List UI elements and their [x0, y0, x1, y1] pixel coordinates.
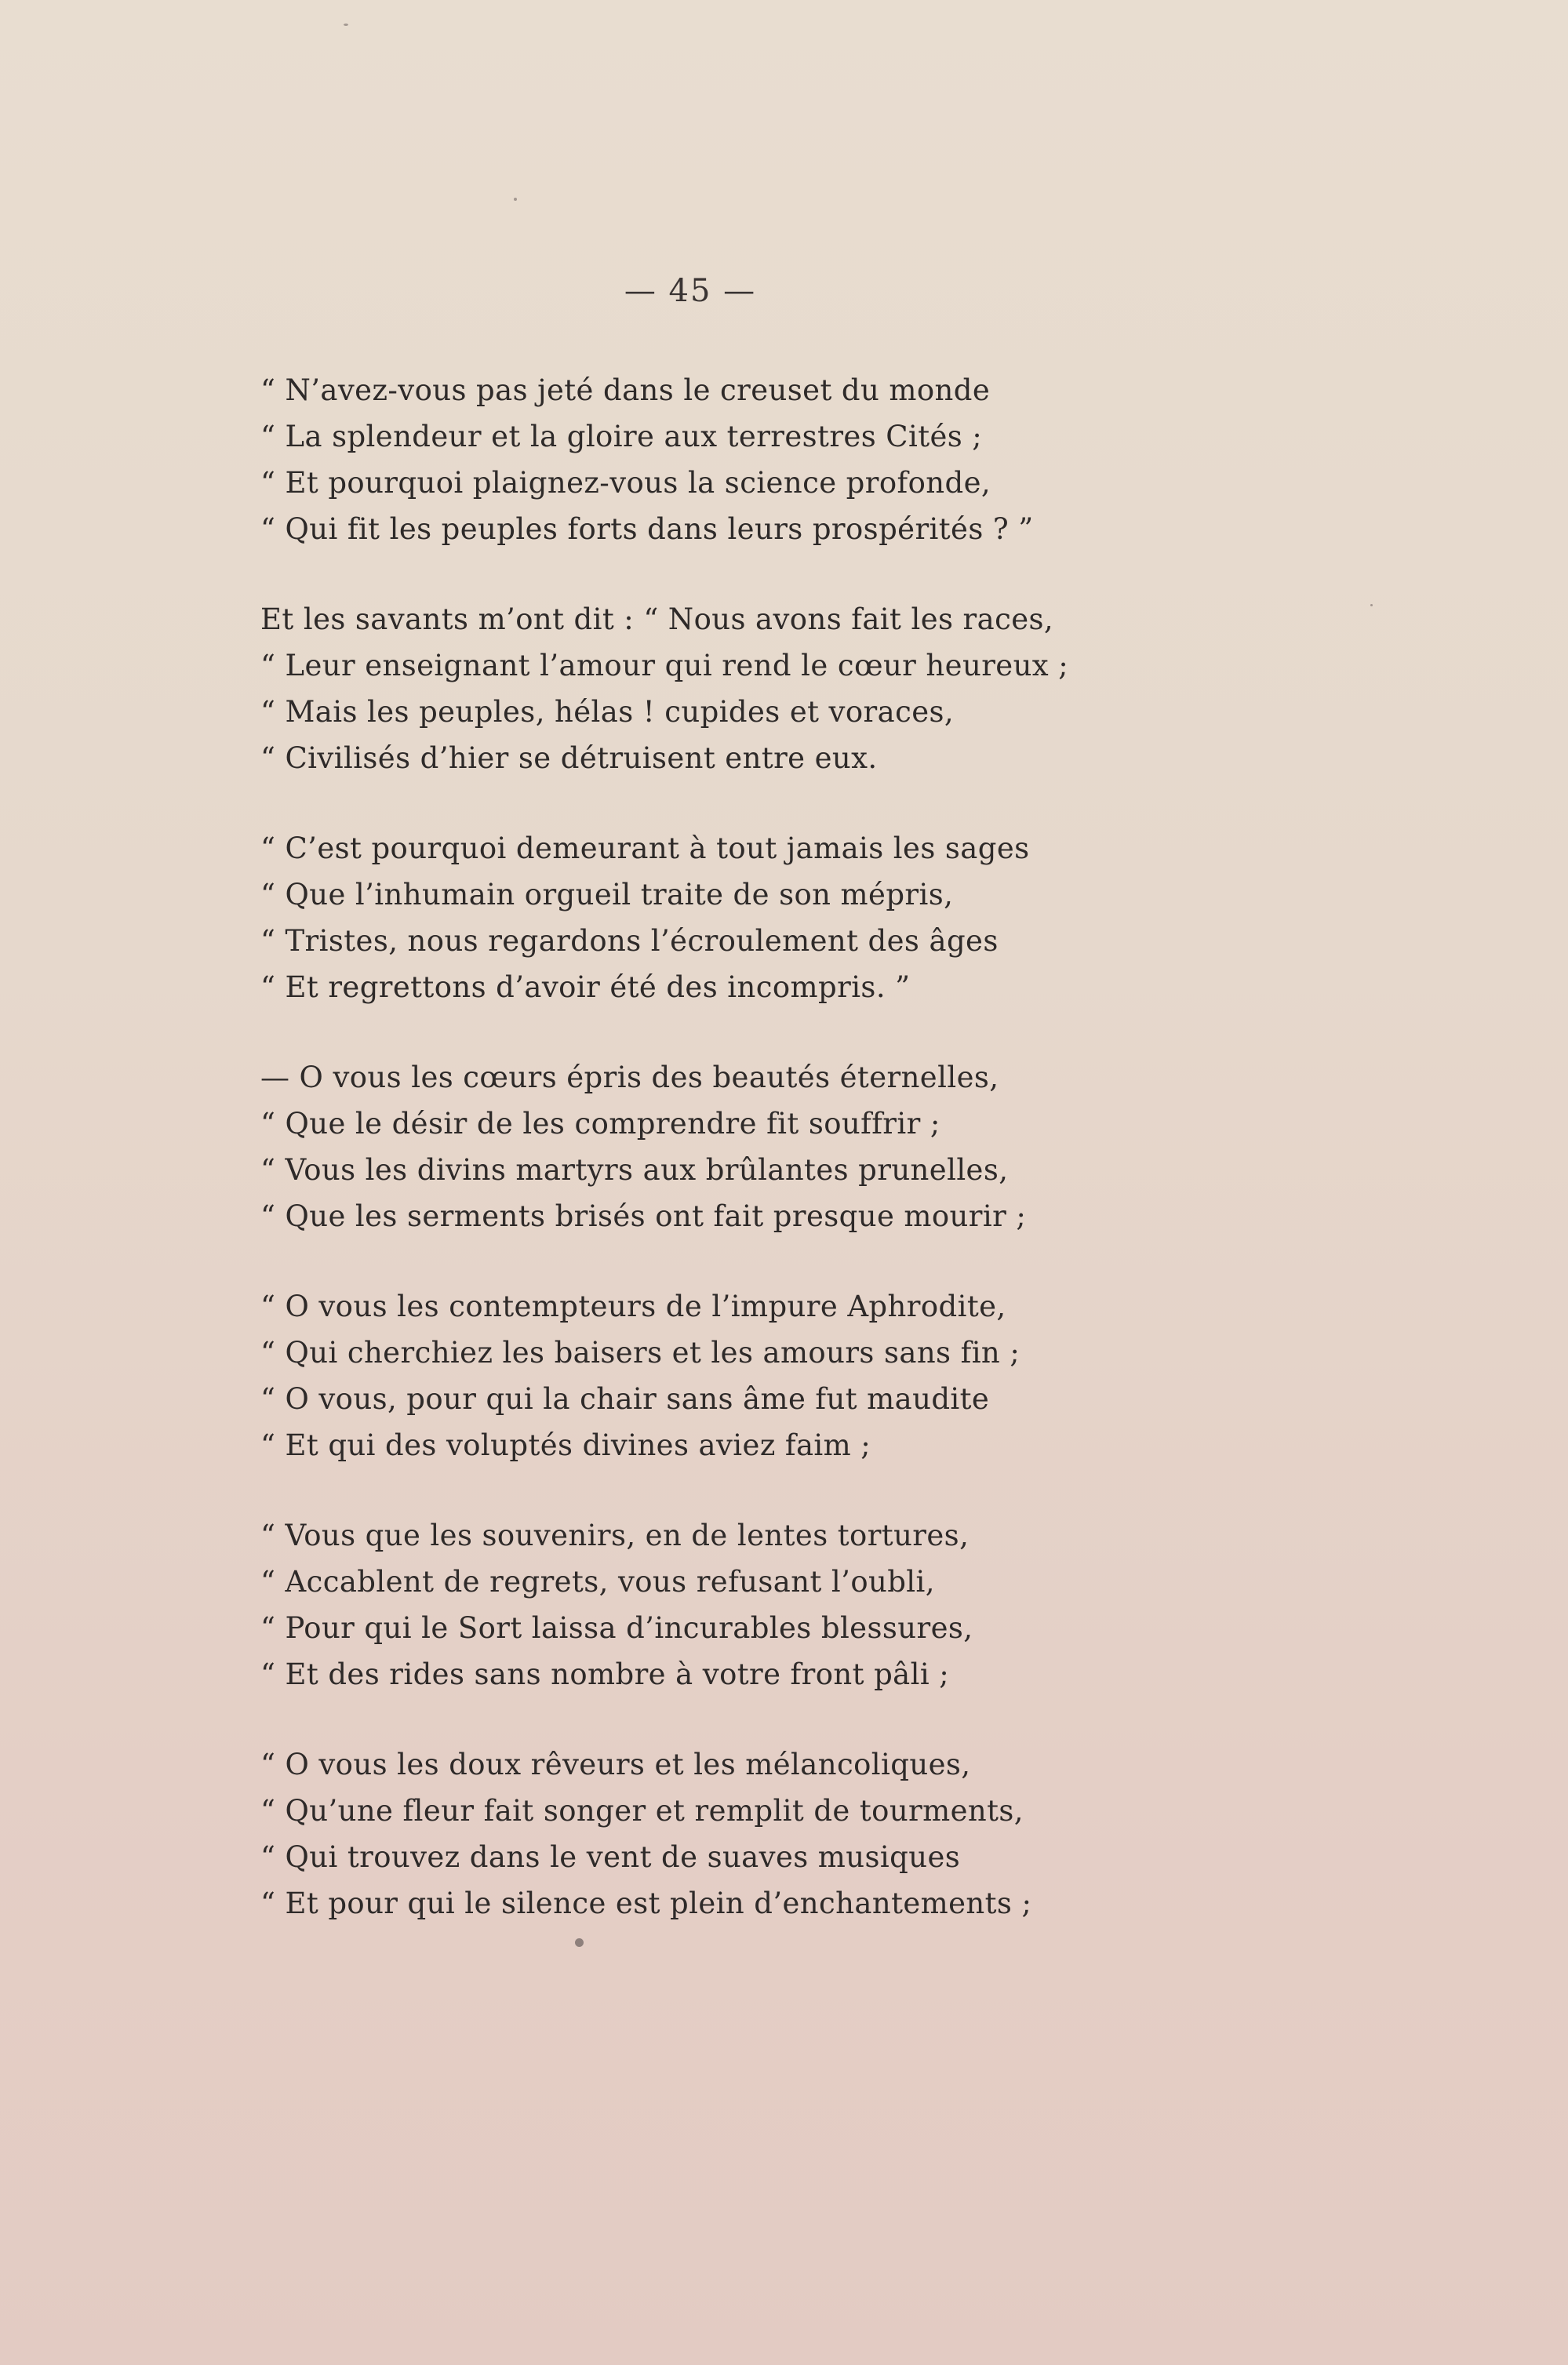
- verse-line: “ Que le désir de les comprendre fit souffrir ;: [260, 1107, 940, 1141]
- stanza-1: [260, 367, 1359, 552]
- verse-line: “ Qu’une fleur fait songer et remplit de tourments,: [260, 1794, 1024, 1828]
- verse-line: “ C’est pourquoi demeurant à tout jamais les sages: [260, 831, 1030, 865]
- paper-speck: [1370, 604, 1373, 606]
- poem-body: [260, 367, 1359, 1970]
- stanza-5: [260, 1283, 1359, 1468]
- verse-line: “ Et des rides sans nombre à votre front pâli ;: [260, 1657, 950, 1691]
- verse-line: “ Et pour qui le silence est plein d’enchantements ;: [260, 1887, 1032, 1920]
- verse-line: “ O vous, pour qui la chair sans âme fut maudite: [260, 1382, 990, 1416]
- paper-speck: [514, 198, 517, 201]
- verse-line: “ N’avez-vous pas jeté dans le creuset du monde: [260, 373, 991, 407]
- verse-line: “ Qui cherchiez les baisers et les amours sans fin ;: [260, 1336, 1020, 1370]
- stanza-7: [260, 1741, 1359, 1927]
- page-number: — 45 —: [624, 273, 757, 309]
- verse-line: “ Et pourquoi plaignez-vous la science profonde,: [260, 466, 991, 500]
- verse-line: “ Accablent de regrets, vous refusant l’oubli,: [260, 1565, 935, 1599]
- verse-line: “ Que les serments brisés ont fait presque mourir ;: [260, 1199, 1027, 1233]
- stanza-3: [260, 825, 1359, 1010]
- verse-line: “ Vous que les souvenirs, en de lentes tortures,: [260, 1519, 970, 1552]
- verse-line: “ Vous les divins martyrs aux brûlantes prunelles,: [260, 1153, 1009, 1187]
- verse-line: “ Tristes, nous regardons l’écroulement des âges: [260, 924, 999, 958]
- verse-line: “ Qui trouvez dans le vent de suaves musiques: [260, 1840, 961, 1874]
- verse-line: “ Et qui des voluptés divines aviez faim ;: [260, 1428, 871, 1462]
- verse-line: “ Que l’inhumain orgueil traite de son mépris,: [260, 878, 954, 911]
- verse-line: “ La splendeur et la gloire aux terrestres Cités ;: [260, 420, 983, 453]
- stanza-4: [260, 1054, 1359, 1239]
- stanza-2: [260, 596, 1359, 781]
- verse-line: “ Qui fit les peuples forts dans leurs prospérités ? ”: [260, 512, 1034, 546]
- verse-line: “ Et regrettons d’avoir été des incompris. ”: [260, 970, 911, 1004]
- verse-line: — O vous les cœurs épris des beautés éternelles,: [260, 1061, 999, 1094]
- stanza-6: [260, 1512, 1359, 1697]
- verse-line: “ Leur enseignant l’amour qui rend le cœur heureux ;: [260, 649, 1069, 682]
- verse-line: “ O vous les doux rêveurs et les mélancoliques,: [260, 1748, 971, 1781]
- paper-speck: [575, 1938, 584, 1947]
- verse-line: “ Pour qui le Sort laissa d’incurables blessures,: [260, 1611, 973, 1645]
- verse-line: “ Civilisés d’hier se détruisent entre eux.: [260, 741, 878, 775]
- verse-line: “ O vous les contempteurs de l’impure Aphrodite,: [260, 1290, 1006, 1323]
- paper-speck: [344, 24, 348, 26]
- verse-line: “ Mais les peuples, hélas ! cupides et voraces,: [260, 695, 955, 729]
- verse-line: Et les savants m’ont dit : “ Nous avons fait les races,: [260, 602, 1054, 636]
